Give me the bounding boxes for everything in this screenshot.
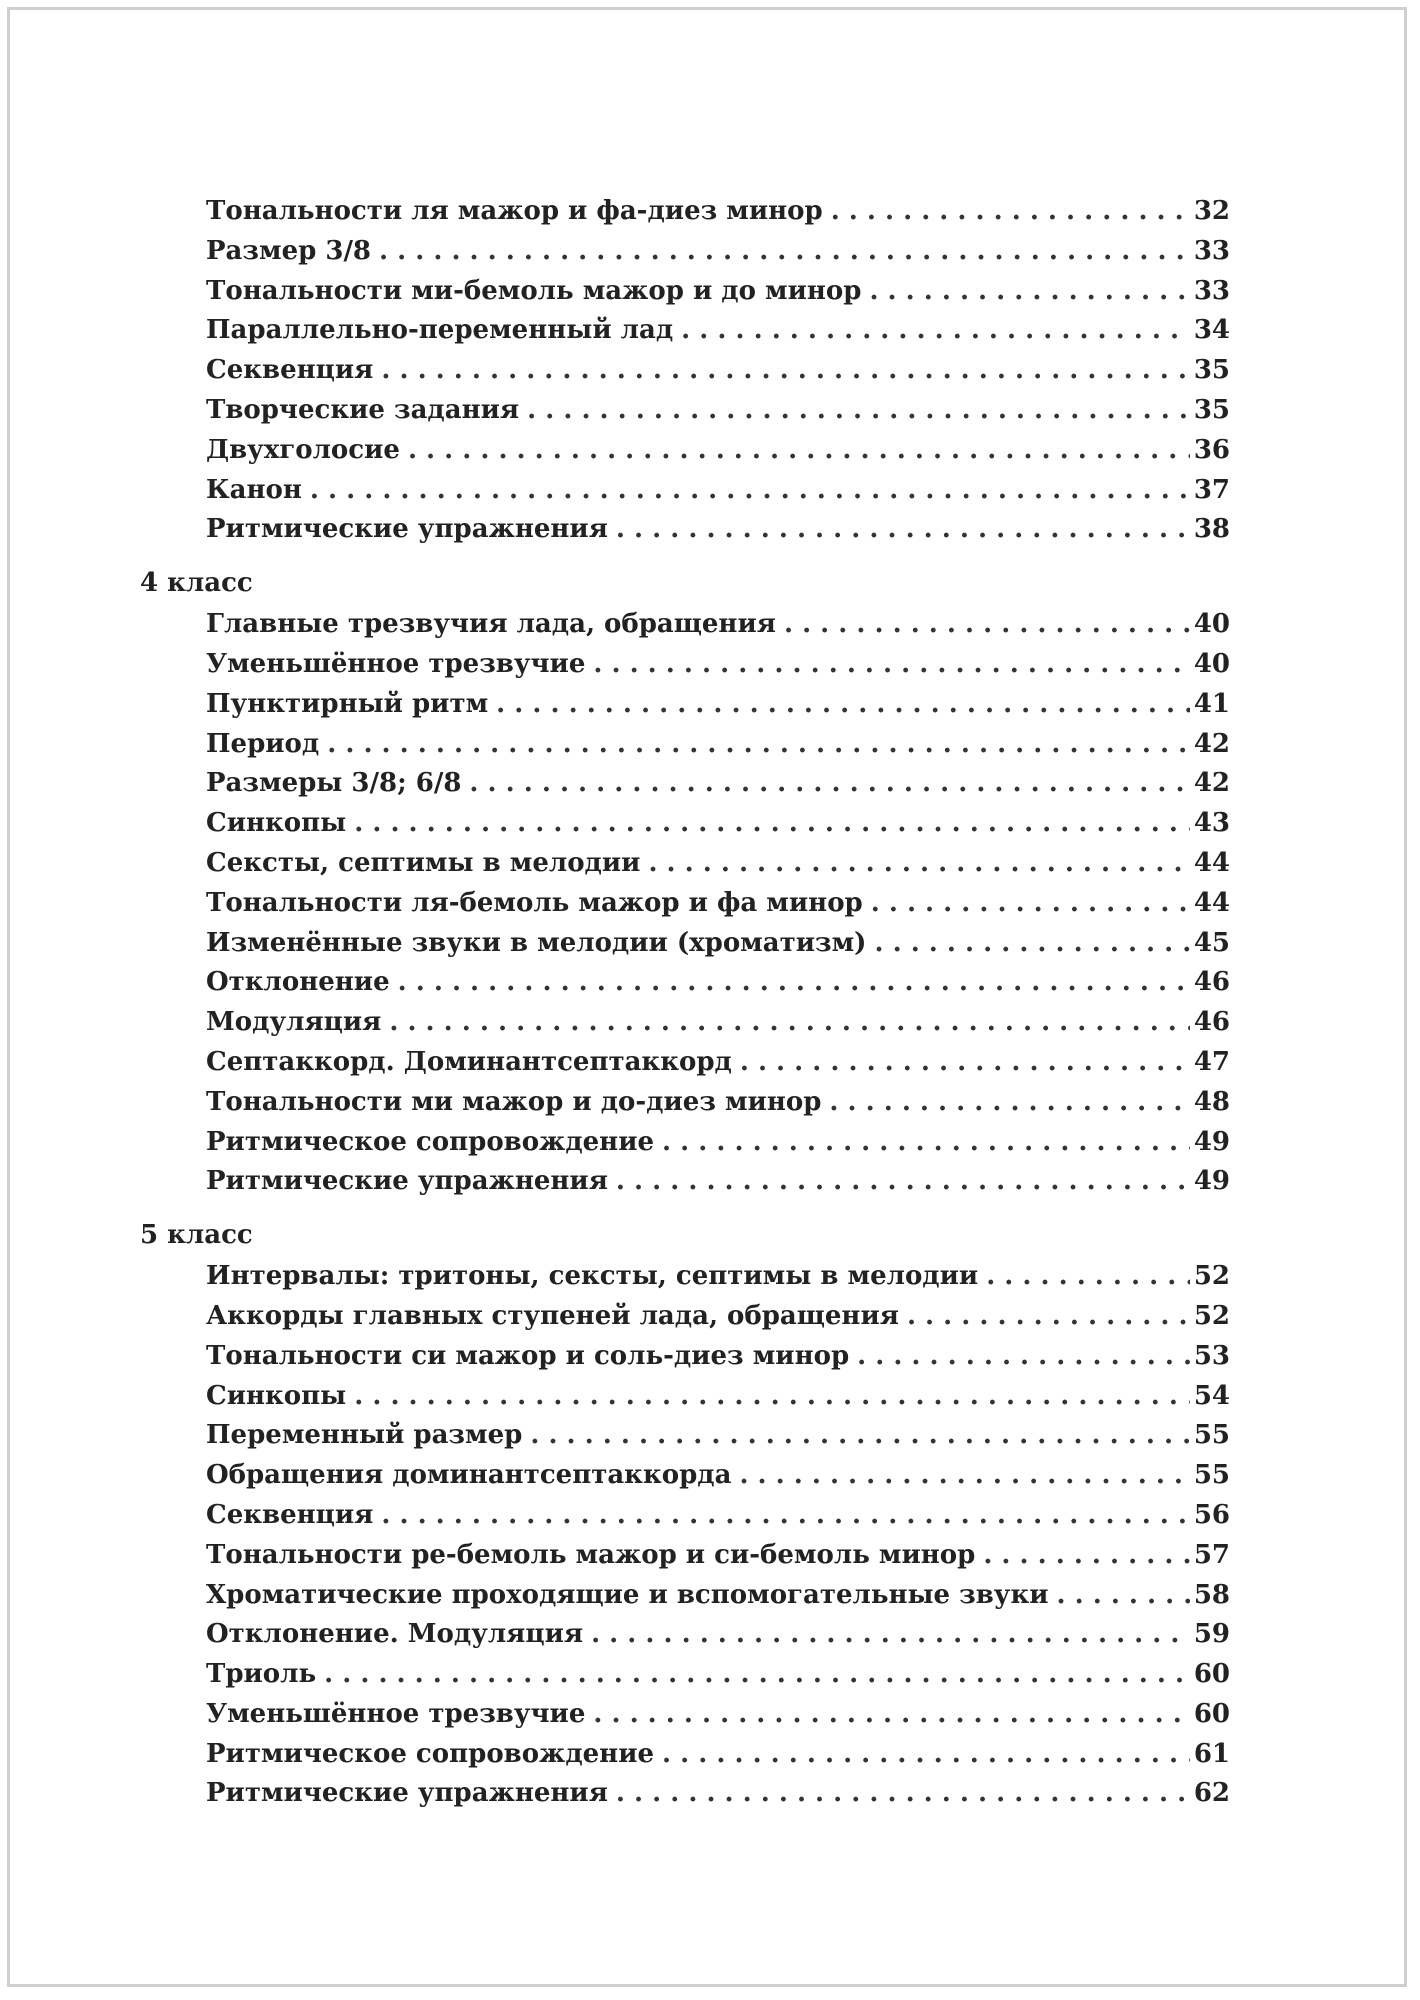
toc-entry[interactable] [206, 685, 1230, 725]
entry-page-number: 49 [1193, 1166, 1230, 1197]
dot-leader [327, 725, 1190, 765]
entry-title: Переменный размер [206, 1420, 523, 1451]
entry-title: Септаккорд. Доминантсептаккорд [206, 1046, 732, 1077]
entry-page-number: 46 [1193, 1007, 1230, 1038]
entry-page-number: 43 [1193, 808, 1230, 839]
dot-leader [784, 605, 1190, 645]
entry-title: Двухголосие [206, 434, 400, 465]
entry-page-number: 55 [1193, 1460, 1230, 1491]
toc-entry[interactable] [206, 1774, 1230, 1814]
entry-page-number: 33 [1193, 275, 1230, 306]
dot-leader [354, 1377, 1190, 1417]
entry-title: Пунктирный ритм [206, 688, 489, 719]
toc-entries [206, 605, 1230, 1202]
entry-title: Отклонение [206, 967, 390, 998]
entry-title: Интервалы: тритоны, сексты, септимы в мелодии [206, 1261, 979, 1292]
toc-entry[interactable] [206, 884, 1230, 924]
toc-entry[interactable] [206, 1735, 1230, 1775]
entry-page-number: 42 [1193, 728, 1230, 759]
entry-title: Ритмические упражнения [206, 514, 608, 545]
entry-page-number: 42 [1193, 768, 1230, 799]
dot-leader [648, 844, 1189, 884]
toc-entry[interactable] [206, 645, 1230, 685]
entry-page-number: 61 [1193, 1738, 1230, 1769]
toc-entry[interactable] [206, 1536, 1230, 1576]
dot-leader [530, 1416, 1189, 1456]
dot-leader [662, 1123, 1190, 1163]
toc-entries [206, 1257, 1230, 1814]
entry-page-number: 45 [1193, 927, 1230, 958]
entry-title: Тональности ля мажор и фа-диез минор [206, 196, 823, 226]
toc-entry[interactable] [206, 1695, 1230, 1735]
dot-leader [591, 1615, 1190, 1655]
dot-leader [662, 1735, 1190, 1775]
dot-leader [389, 1003, 1189, 1043]
entry-page-number: 55 [1193, 1420, 1230, 1451]
entry-page-number: 57 [1193, 1539, 1230, 1570]
entry-title: Тональности ми мажор и до-диез минор [206, 1086, 822, 1117]
entry-title: Триоль [206, 1659, 317, 1690]
dot-leader [310, 471, 1190, 511]
entry-title: Ритмические упражнения [206, 1778, 608, 1809]
entry-title: Главные трезвучия лада, обращения [206, 609, 776, 640]
toc-entry[interactable] [206, 1576, 1230, 1616]
toc-section-grade-5 [140, 1216, 1230, 1814]
entry-page-number: 32 [1193, 196, 1230, 226]
entry-title: Сексты, септимы в мелодии [206, 847, 641, 878]
entry-page-number: 40 [1193, 609, 1230, 640]
entry-page-number: 60 [1193, 1698, 1230, 1729]
toc-entry[interactable] [206, 1615, 1230, 1655]
toc-entry[interactable] [206, 1162, 1230, 1202]
toc-entry[interactable] [206, 1043, 1230, 1083]
toc-entry[interactable] [206, 844, 1230, 884]
dot-leader [354, 804, 1190, 844]
dot-leader [1057, 1576, 1190, 1616]
entry-title: Тональности си мажор и соль-диез минор [206, 1340, 850, 1371]
toc-entry[interactable] [206, 764, 1230, 804]
table-of-contents [140, 192, 1230, 1814]
dot-leader [381, 1496, 1189, 1536]
toc-entry[interactable] [206, 510, 1230, 550]
toc-entry[interactable] [206, 1257, 1230, 1297]
entry-title: Ритмическое сопровождение [206, 1126, 655, 1157]
entry-title: Тональности ре-бемоль мажор и си-бемоль минор [206, 1539, 976, 1570]
entry-page-number: 38 [1193, 514, 1230, 545]
entry-title: Параллельно-переменный лад [206, 315, 674, 346]
entry-title: Модуляция [206, 1007, 382, 1038]
entry-title: Уменьшённое трезвучие [206, 1698, 586, 1729]
dot-leader [324, 1655, 1190, 1695]
dot-leader [875, 924, 1190, 964]
toc-entry[interactable] [206, 924, 1230, 964]
entry-page-number: 58 [1193, 1579, 1230, 1610]
entry-page-number: 49 [1193, 1126, 1230, 1157]
entry-page-number: 52 [1193, 1300, 1230, 1331]
entry-page-number: 60 [1193, 1659, 1230, 1690]
toc-entry[interactable] [206, 1456, 1230, 1496]
entry-title: Хроматические проходящие и вспомогательные звуки [206, 1579, 1049, 1610]
toc-entry[interactable] [206, 804, 1230, 844]
toc-entry[interactable] [206, 192, 1230, 232]
toc-entry[interactable] [206, 725, 1230, 765]
entry-page-number: 52 [1193, 1261, 1230, 1292]
entry-title: Творческие задания [206, 394, 520, 425]
entry-title: Период [206, 728, 320, 759]
dot-leader [616, 510, 1190, 550]
entry-title: Отклонение. Модуляция [206, 1619, 584, 1650]
toc-entry[interactable] [206, 311, 1230, 351]
dot-leader [681, 311, 1190, 351]
entry-page-number: 44 [1193, 847, 1230, 878]
toc-entry[interactable] [206, 1496, 1230, 1536]
dot-leader [986, 1257, 1190, 1297]
entry-page-number: 53 [1193, 1340, 1230, 1371]
entry-title: Ритмическое сопровождение [206, 1738, 655, 1769]
section-heading: 5 класс [140, 1220, 253, 1251]
dot-leader [869, 272, 1189, 312]
entry-title: Секвенция [206, 1499, 374, 1530]
entry-title: Размеры 3/8; 6/8 [206, 768, 462, 799]
entry-page-number: 47 [1193, 1046, 1230, 1077]
entry-page-number: 44 [1193, 887, 1230, 918]
entry-title: Аккорды главных ступеней лада, обращения [206, 1300, 899, 1331]
entry-title: Обращения доминантсептаккорда [206, 1460, 732, 1491]
toc-entry[interactable] [206, 605, 1230, 645]
toc-entry[interactable] [206, 431, 1230, 471]
toc-entry[interactable] [206, 1337, 1230, 1377]
toc-entries-continued [206, 192, 1230, 550]
entry-page-number: 34 [1193, 315, 1230, 346]
entry-page-number: 41 [1193, 688, 1230, 719]
entry-page-number: 59 [1193, 1619, 1230, 1650]
toc-entry[interactable] [206, 963, 1230, 1003]
dot-leader [469, 764, 1189, 804]
entry-title: Канон [206, 474, 302, 505]
entry-title: Синкопы [206, 1380, 347, 1411]
toc-entry[interactable] [206, 232, 1230, 272]
dot-leader [739, 1456, 1189, 1496]
entry-page-number: 37 [1193, 474, 1230, 505]
entry-title: Ритмические упражнения [206, 1166, 608, 1197]
entry-title: Уменьшённое трезвучие [206, 648, 586, 679]
toc-entry[interactable] [206, 1123, 1230, 1163]
dot-leader [593, 1695, 1189, 1735]
toc-section-grade-4 [140, 564, 1230, 1202]
toc-entry[interactable] [206, 1297, 1230, 1337]
section-heading: 4 класс [140, 568, 253, 599]
dot-leader [593, 645, 1189, 685]
toc-entry[interactable] [206, 1655, 1230, 1695]
dot-leader [831, 192, 1190, 232]
dot-leader [871, 884, 1190, 924]
dot-leader [381, 351, 1189, 391]
entry-title: Изменённые звуки в мелодии (хроматизм) [206, 927, 867, 958]
entry-page-number: 62 [1193, 1778, 1230, 1809]
dot-leader [829, 1083, 1189, 1123]
toc-entry[interactable] [206, 1003, 1230, 1043]
entry-title: Синкопы [206, 808, 347, 839]
toc-entry[interactable] [206, 272, 1230, 312]
entry-title: Тональности ми-бемоль мажор и до минор [206, 275, 862, 306]
entry-page-number: 35 [1193, 394, 1230, 425]
entry-title: Размер 3/8 [206, 235, 372, 266]
entry-page-number: 36 [1193, 434, 1230, 465]
dot-leader [408, 431, 1190, 471]
toc-entry[interactable] [206, 1083, 1230, 1123]
dot-leader [983, 1536, 1190, 1576]
entry-page-number: 46 [1193, 967, 1230, 998]
entry-page-number: 35 [1193, 355, 1230, 386]
entry-page-number: 48 [1193, 1086, 1230, 1117]
entry-page-number: 33 [1193, 235, 1230, 266]
toc-entry[interactable] [206, 1416, 1230, 1456]
dot-leader [616, 1162, 1190, 1202]
entry-title: Тональности ля-бемоль мажор и фа минор [206, 887, 863, 918]
dot-leader [398, 963, 1190, 1003]
entry-page-number: 54 [1193, 1380, 1230, 1411]
dot-leader [527, 391, 1190, 431]
entry-page-number: 40 [1193, 648, 1230, 679]
dot-leader [907, 1297, 1190, 1337]
toc-entry[interactable] [206, 391, 1230, 431]
dot-leader [740, 1043, 1190, 1083]
dot-leader [379, 232, 1190, 272]
toc-entry[interactable] [206, 1377, 1230, 1417]
dot-leader [616, 1774, 1190, 1814]
toc-entry[interactable] [206, 471, 1230, 511]
dot-leader [496, 685, 1190, 725]
dot-leader [857, 1337, 1190, 1377]
entry-title: Секвенция [206, 355, 374, 386]
entry-page-number: 56 [1193, 1499, 1230, 1530]
toc-entry[interactable] [206, 351, 1230, 391]
